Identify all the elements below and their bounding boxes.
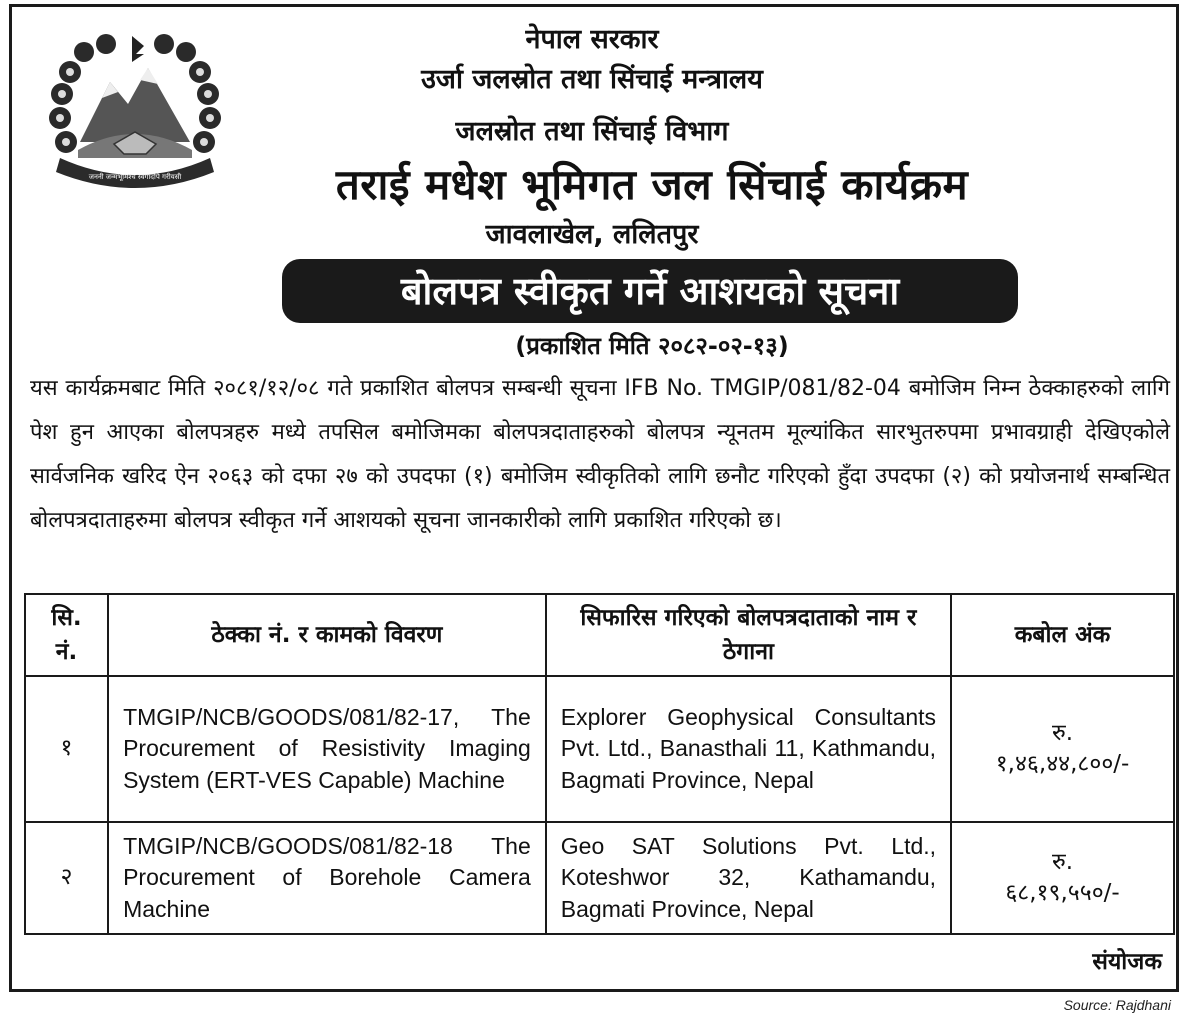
row-bidder: Explorer Geophysical Consultants Pvt. Ltd., Banasthali 11, Kathmandu, Bagmati Province, Nepal (546, 676, 951, 822)
notice-frame (9, 4, 1179, 992)
header-sn: सि. नं. (25, 594, 108, 676)
government-title: नेपाल सरकार (525, 24, 659, 55)
signer-title: संयोजक (1092, 949, 1162, 975)
ministry-title: उर्जा जलस्रोत तथा सिंचाई मन्त्रालय (421, 64, 763, 95)
row-currency: रु. (1051, 848, 1074, 875)
row-description: TMGIP/NCB/GOODS/081/82-18 The Procurement of Borehole Camera Machine (108, 822, 546, 934)
svg-text:जननी जन्मभूमिश्च स्वर्गादपि गर: जननी जन्मभूमिश्च स्वर्गादपि गरीयसी (88, 173, 182, 181)
office-location: जावलाखेल, ललितपुर (485, 219, 699, 250)
row-amount-cell (951, 822, 1174, 934)
row-amount: १,४६,४४,८००/- (995, 751, 1130, 777)
published-date: (प्रकाशित मिति २०८२-०२-१३) (515, 332, 789, 360)
row-sn: १ (25, 676, 108, 822)
award-table (24, 593, 1175, 935)
department-title: जलस्रोत तथा सिंचाई विभाग (455, 116, 729, 147)
header-amount: कबोल अंक (951, 594, 1174, 676)
row-amount: ६८,१९,५५०/- (1005, 880, 1120, 906)
header-description: ठेक्का नं. र कामको विवरण (108, 594, 546, 676)
header-bidder: सिफारिस गरिएको बोलपत्रदाताको नाम र ठेगाना (546, 594, 951, 676)
table-row (25, 822, 1174, 934)
row-currency: रु. (1051, 719, 1074, 746)
row-amount-cell (951, 676, 1174, 822)
source-credit: Source: Rajdhani (1063, 997, 1171, 1013)
table-header-row (25, 594, 1174, 676)
row-sn: २ (25, 822, 108, 934)
table-row (25, 676, 1174, 822)
row-description: TMGIP/NCB/GOODS/081/82-17, The Procurement of Resistivity Imaging System (ERT-VES Capable) Machine (108, 676, 546, 822)
program-title: तराई मधेश भूमिगत जल सिंचाई कार्यक्रम (335, 160, 969, 209)
notice-body: यस कार्यक्रमबाट मिति २०८१/१२/०८ गते प्रकाशित बोलपत्र सम्बन्धी सूचना IFB No. TMGIP/081/82-04 बमोजिम निम्न ठेक्काहरुको लागि पेश हुन आएका बोलपत्रहरु मध्ये तपसिल बमोजिमका बोलपत्रदाताहरुको बोलपत्र न्यूनतम मूल्यांकित सारभुतरुपमा प्रभावग्राही देखिएकोले सार्वजनिक खरिद ऐन २०६३ को दफा २७ को उपदफा (१) बमोजिम स्वीकृतिको लागि छनौट गरिएको हुँदा उपदफा (२) को प्रयोजनार्थ सम्बन्धित बोलपत्रदाताहरुमा बोलपत्र स्वीकृत गर्ने आशयको सूचना जानकारीको लागि प्रकाशित गरिएको छ। (30, 376, 1170, 533)
notice-title-banner: बोलपत्र स्वीकृत गर्ने आशयको सूचना (282, 259, 1018, 323)
row-bidder: Geo SAT Solutions Pvt. Ltd., Koteshwor 32, Kathamandu, Bagmati Province, Nepal (546, 822, 951, 934)
